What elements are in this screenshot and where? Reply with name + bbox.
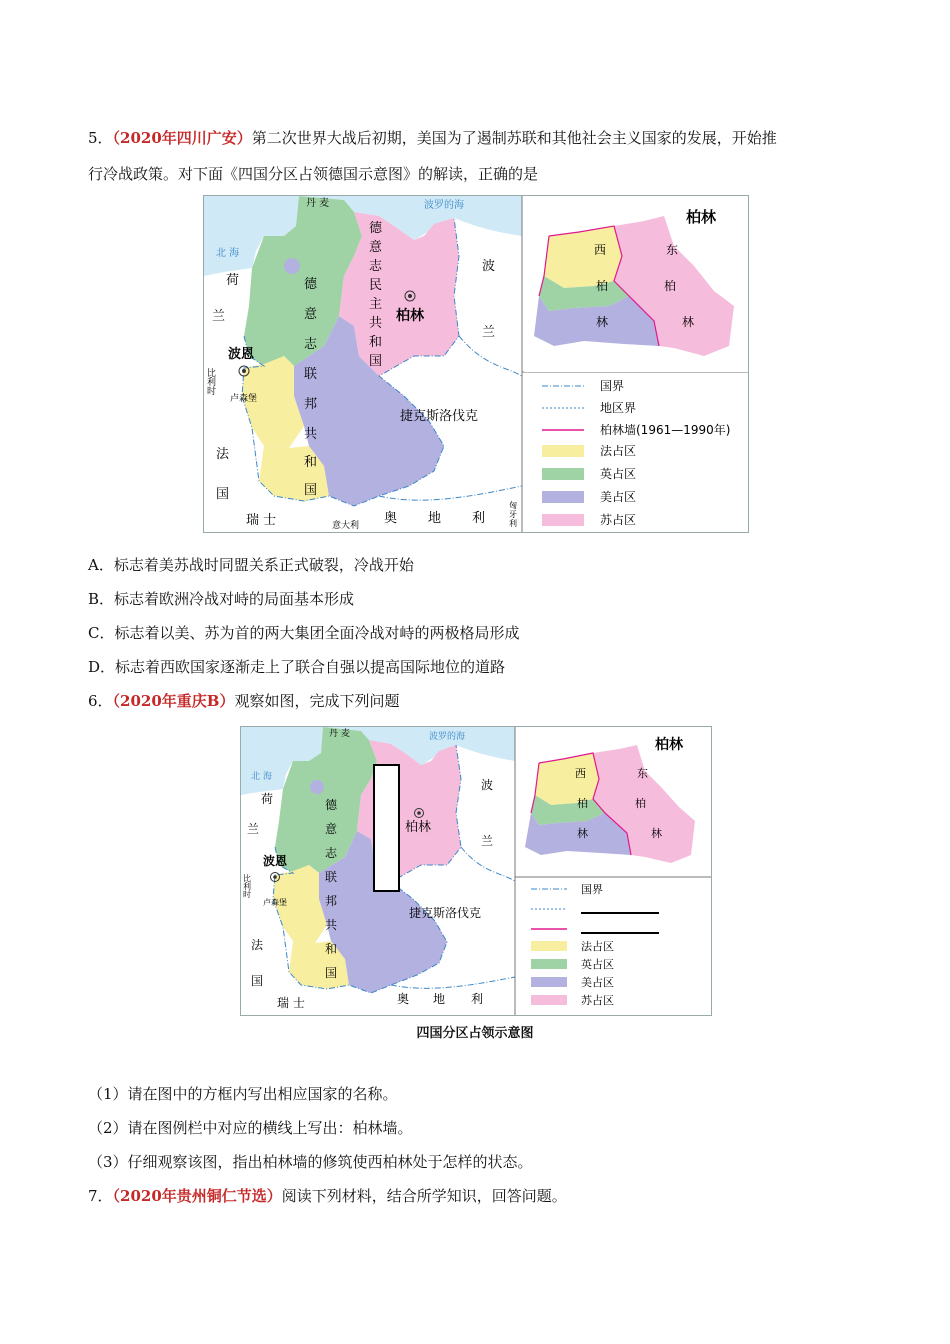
q5-option-d: D．标志着西欧国家逐渐走上了联合自强以提高国际地位的道路 — [88, 658, 506, 676]
poland-label-2: 兰 — [482, 325, 496, 340]
belgium-label-3: 时 — [207, 387, 217, 397]
germany-occupation-map — [203, 195, 749, 533]
svg-text:志: 志 — [325, 846, 338, 860]
map2-netherlands-1: 荷 — [261, 792, 274, 806]
map2-baltic-label: 波罗的海 — [429, 732, 466, 742]
svg-text:志: 志 — [369, 259, 383, 274]
czech-label: 捷克斯洛伐克 — [400, 409, 479, 424]
q7-source: （2020年贵州铜仁节选） — [112, 1187, 282, 1205]
q6-sub-1: （1）请在图中的方框内写出相应国家的名称。 — [88, 1085, 398, 1103]
map2-legend-french: 法占区 — [581, 940, 614, 953]
q5-option-b: B．标志着欧洲冷战对峙的局面基本形成 — [88, 590, 355, 608]
svg-text:主: 主 — [369, 297, 383, 312]
svg-text:国: 国 — [369, 354, 383, 369]
map2-bonn-label: 波恩 — [263, 854, 288, 868]
q6-stem-text: 观察如图，完成下列问题 — [234, 692, 400, 710]
q6-stem — [88, 691, 400, 711]
bremen-enclave — [284, 258, 300, 274]
q6-sub-2: （2）请在图例栏中对应的横线上写出：柏林墙。 — [88, 1119, 413, 1137]
q5-stem-text1: 第二次世界大战后初期，美国为了遏制苏联和其他社会主义国家的发展，开始推 — [251, 129, 777, 147]
bonn-label: 波恩 — [228, 347, 255, 362]
map2-legend-soviet: 苏占区 — [581, 994, 614, 1007]
svg-text:林: 林 — [577, 827, 588, 840]
france-label-2: 国 — [216, 487, 230, 502]
svg-text:西: 西 — [575, 767, 586, 780]
map2-poland-1: 波 — [481, 778, 494, 792]
q5-source: （2020年四川广安） — [112, 129, 252, 147]
map2-austria-1: 奥 — [397, 992, 410, 1006]
svg-text:联: 联 — [304, 367, 318, 382]
q6-source: （2020年重庆B） — [112, 692, 235, 710]
map2-belgium-2: 利 — [243, 882, 251, 891]
svg-text:意: 意 — [304, 307, 318, 322]
svg-text:林: 林 — [682, 315, 695, 329]
q6-number: 6． — [88, 692, 113, 710]
map2-luxembourg-label: 卢森堡 — [263, 898, 287, 907]
svg-text:东: 东 — [666, 243, 679, 257]
hungary-label-2: 牙 — [509, 510, 517, 519]
map2-netherlands-2: 兰 — [247, 822, 260, 836]
berlin-label: 柏林 — [396, 308, 424, 324]
svg-text:共: 共 — [369, 316, 383, 331]
svg-text:东: 东 — [637, 767, 648, 780]
q5-stem-line2: 行冷战政策。对下面《四国分区占领德国示意图》的解读，正确的是 — [88, 165, 539, 183]
map2-legend-british: 英占区 — [581, 958, 614, 971]
italy-label: 意大利 — [332, 521, 360, 531]
q7-stem — [88, 1186, 567, 1206]
svg-text:西: 西 — [594, 243, 607, 257]
occupation-map-exercise — [240, 726, 712, 1016]
legend-region: 地区界 — [600, 401, 637, 415]
svg-text:柏: 柏 — [664, 279, 677, 293]
map2-switzerland-label: 瑞 士 — [277, 996, 305, 1010]
svg-text:柏: 柏 — [596, 279, 609, 293]
austria-label-3: 利 — [472, 511, 486, 526]
svg-text:和: 和 — [369, 335, 383, 350]
q5-option-c: C．标志着以美、苏为首的两大集团全面冷战对峙的两极格局形成 — [88, 624, 520, 642]
legend-british: 英占区 — [600, 467, 637, 481]
q5-option-a: A．标志着美苏战时同盟关系正式破裂，冷战开始 — [88, 556, 414, 574]
q5-stem-line1 — [88, 128, 777, 148]
svg-text:联: 联 — [325, 870, 338, 884]
netherlands-label-2: 兰 — [212, 309, 226, 324]
poland-label-1: 波 — [482, 259, 496, 274]
svg-text:国: 国 — [325, 966, 338, 980]
legend — [542, 379, 730, 527]
map2-inset-title: 柏林 — [655, 737, 683, 753]
map2-france-2: 国 — [251, 974, 264, 988]
legend-american: 美占区 — [600, 490, 637, 504]
svg-text:国: 国 — [304, 483, 318, 498]
q5-number: 5． — [88, 129, 113, 147]
legend-french: 法占区 — [600, 444, 637, 458]
svg-text:志: 志 — [304, 337, 318, 352]
svg-text:意: 意 — [369, 240, 383, 255]
q7-stem-text: 阅读下列材料，结合所学知识，回答问题。 — [281, 1187, 567, 1205]
inset-west-berlin-label — [594, 243, 608, 329]
north-sea-label: 北 海 — [216, 248, 240, 259]
austria-label-2: 地 — [428, 511, 442, 526]
svg-text:和: 和 — [304, 455, 318, 470]
baltic-label: 波罗的海 — [424, 200, 464, 211]
svg-text:邦: 邦 — [304, 397, 318, 412]
hungary-label-1: 匈 — [509, 501, 517, 510]
austria-label-1: 奥 — [384, 511, 398, 526]
svg-text:柏: 柏 — [577, 797, 588, 810]
svg-text:共: 共 — [304, 427, 318, 442]
q6-sub-3: （3）仔细观察该图，指出柏林墙的修筑使西柏林处于怎样的状态。 — [88, 1153, 533, 1171]
answer-box — [374, 765, 399, 891]
map2-belgium-1: 比 — [243, 874, 251, 883]
france-label-1: 法 — [216, 447, 230, 462]
denmark-label: 丹 麦 — [306, 198, 330, 209]
svg-text:民: 民 — [369, 278, 383, 293]
map2-caption: 四国分区占领示意图 — [416, 1026, 534, 1041]
map2-france-1: 法 — [251, 938, 264, 952]
map2-denmark-label: 丹 麦 — [329, 729, 350, 739]
hungary-label-3: 利 — [509, 519, 517, 528]
svg-text:邦: 邦 — [325, 894, 338, 908]
map2-north-sea-label: 北 海 — [251, 772, 272, 782]
svg-text:和: 和 — [325, 942, 338, 956]
svg-text:意: 意 — [325, 822, 338, 836]
svg-text:柏: 柏 — [635, 797, 646, 810]
map2-czech-label: 捷克斯洛伐克 — [409, 906, 482, 920]
map2-austria-2: 地 — [433, 992, 446, 1006]
svg-text:德: 德 — [304, 277, 318, 292]
map2-poland-2: 兰 — [481, 834, 494, 848]
legend-soviet: 苏占区 — [600, 513, 637, 527]
inset-title: 柏林 — [686, 208, 717, 226]
switzerland-label: 瑞 士 — [246, 513, 277, 528]
netherlands-label-1: 荷 — [226, 273, 240, 288]
map2-austria-3: 利 — [471, 992, 484, 1006]
belgium-label-2: 利 — [207, 378, 217, 388]
map2-belgium-3: 时 — [243, 890, 251, 899]
legend-border: 国界 — [600, 379, 625, 393]
map2-berlin-label: 柏林 — [405, 820, 432, 835]
q7-number: 7． — [88, 1187, 113, 1205]
svg-text:林: 林 — [651, 827, 662, 840]
map2-legend-border: 国界 — [581, 883, 603, 896]
belgium-label-1: 比 — [207, 369, 217, 379]
svg-text:德: 德 — [325, 798, 338, 812]
map2-legend-american: 美占区 — [581, 976, 614, 989]
legend-wall: 柏林墙(1961—1990年) — [600, 423, 731, 437]
svg-text:德: 德 — [369, 221, 383, 236]
svg-text:林: 林 — [596, 315, 609, 329]
svg-text:共: 共 — [325, 918, 338, 932]
map2-legend — [531, 883, 659, 1007]
luxembourg-label: 卢森堡 — [230, 394, 258, 404]
